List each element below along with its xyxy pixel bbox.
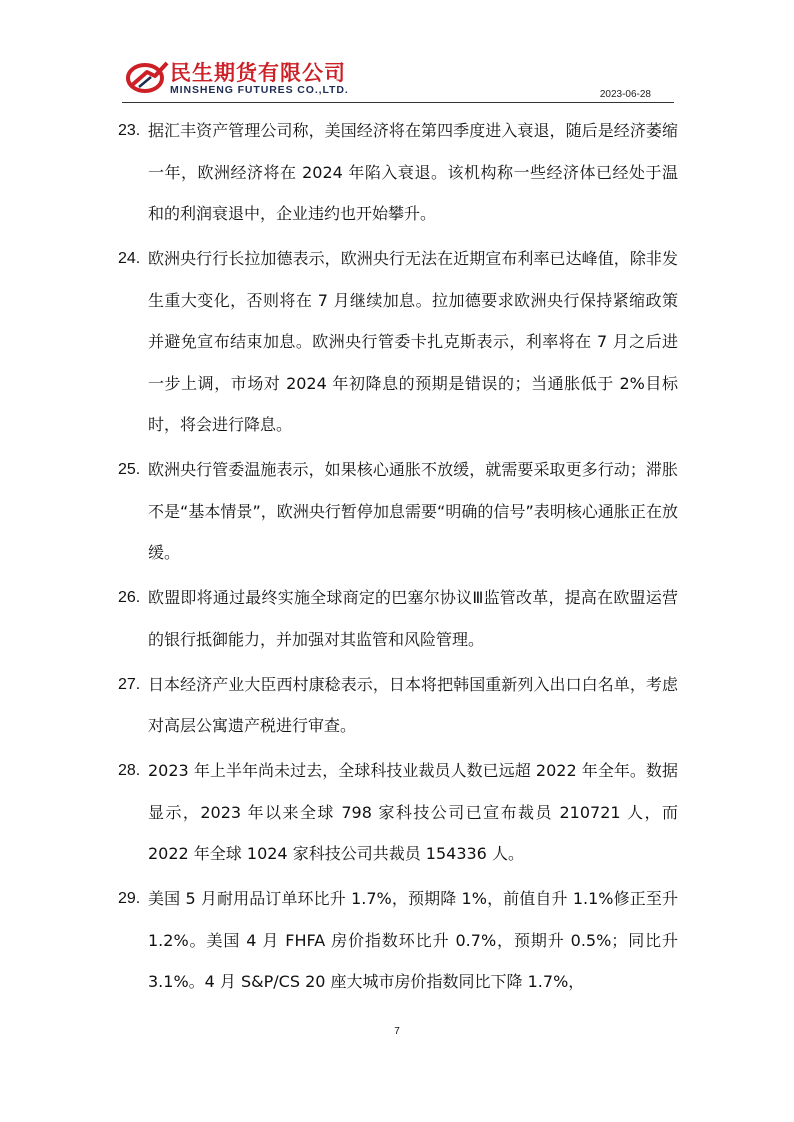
item-text: 日本经济产业大臣西村康稔表示，日本将把韩国重新列入出口白名单，考虑对高层公寓遗产税进行审查。 bbox=[148, 674, 678, 735]
item-number: 25. bbox=[118, 461, 141, 478]
report-date: 2023-06-28 bbox=[599, 89, 651, 100]
item-number: 23. bbox=[118, 122, 141, 139]
news-item-28 bbox=[118, 750, 678, 875]
news-item-23 bbox=[118, 110, 678, 235]
company-name-cn: 民生期货有限公司 bbox=[170, 61, 346, 85]
item-number: 28. bbox=[118, 762, 141, 779]
item-text: 欧洲央行行长拉加德表示，欧洲央行无法在近期宣布利率已达峰值，除非发生重大变化，否则将在 7 月继续加息。拉加德要求欧洲央行保持紧缩政策并避免宣布结束加息。欧洲央行管委卡扎克斯表示，利率将在 7 月之后进一步上调，市场对 2024 年初降息的预期是错误的；当通胀低于 2%目标时，将会进行降息。 bbox=[148, 249, 678, 434]
news-item-29 bbox=[118, 878, 678, 1003]
item-text: 欧洲央行管委温施表示，如果核心通胀不放缓，就需要采取更多行动；滞胀不是“基本情景”，欧洲央行暂停加息需要“明确的信号”表明核心通胀正在放缓。 bbox=[148, 460, 678, 562]
item-text: 2023 年上半年尚未过去，全球科技业裁员人数已远超 2022 年全年。数据显示，2023 年以来全球 798 家科技公司已宣布裁员 210721 人，而 2022 年全球 1024 家科技公司共裁员 154336 人。 bbox=[148, 761, 678, 863]
item-text: 美国 5 月耐用品订单环比升 1.7%，预期降 1%，前值自升 1.1%修正至升 1.2%。美国 4 月 FHFA 房价指数环比升 0.7%，预期升 0.5%；同比升 3.1%。4 月 S&P/CS 20 座大城市房价指数同比下降 1.7%， bbox=[148, 889, 678, 991]
news-list bbox=[118, 110, 678, 1006]
item-text: 据汇丰资产管理公司称，美国经济将在第四季度进入衰退，随后是经济萎缩一年，欧洲经济将在 2024 年陷入衰退。该机构称一些经济体已经处于温和的利润衰退中，企业违约也开始攀升。 bbox=[148, 121, 678, 223]
item-number: 24. bbox=[118, 250, 141, 267]
news-item-26 bbox=[118, 577, 678, 660]
header-divider bbox=[122, 102, 674, 103]
company-logo-icon bbox=[125, 60, 169, 94]
news-item-24 bbox=[118, 238, 678, 446]
news-item-25 bbox=[118, 449, 678, 574]
news-item-27 bbox=[118, 664, 678, 747]
company-name-en: MINSHENG FUTURES CO.,LTD. bbox=[170, 84, 349, 96]
page-header bbox=[0, 0, 794, 105]
item-number: 27. bbox=[118, 675, 141, 693]
item-text: 欧盟即将通过最终实施全球商定的巴塞尔协议Ⅲ监管改革，提高在欧盟运营的银行抵御能力，并加强对其监管和风险管理。 bbox=[148, 588, 678, 649]
page-number: 7 bbox=[394, 1026, 400, 1037]
item-number: 26. bbox=[118, 589, 141, 606]
item-number: 29. bbox=[118, 890, 141, 907]
